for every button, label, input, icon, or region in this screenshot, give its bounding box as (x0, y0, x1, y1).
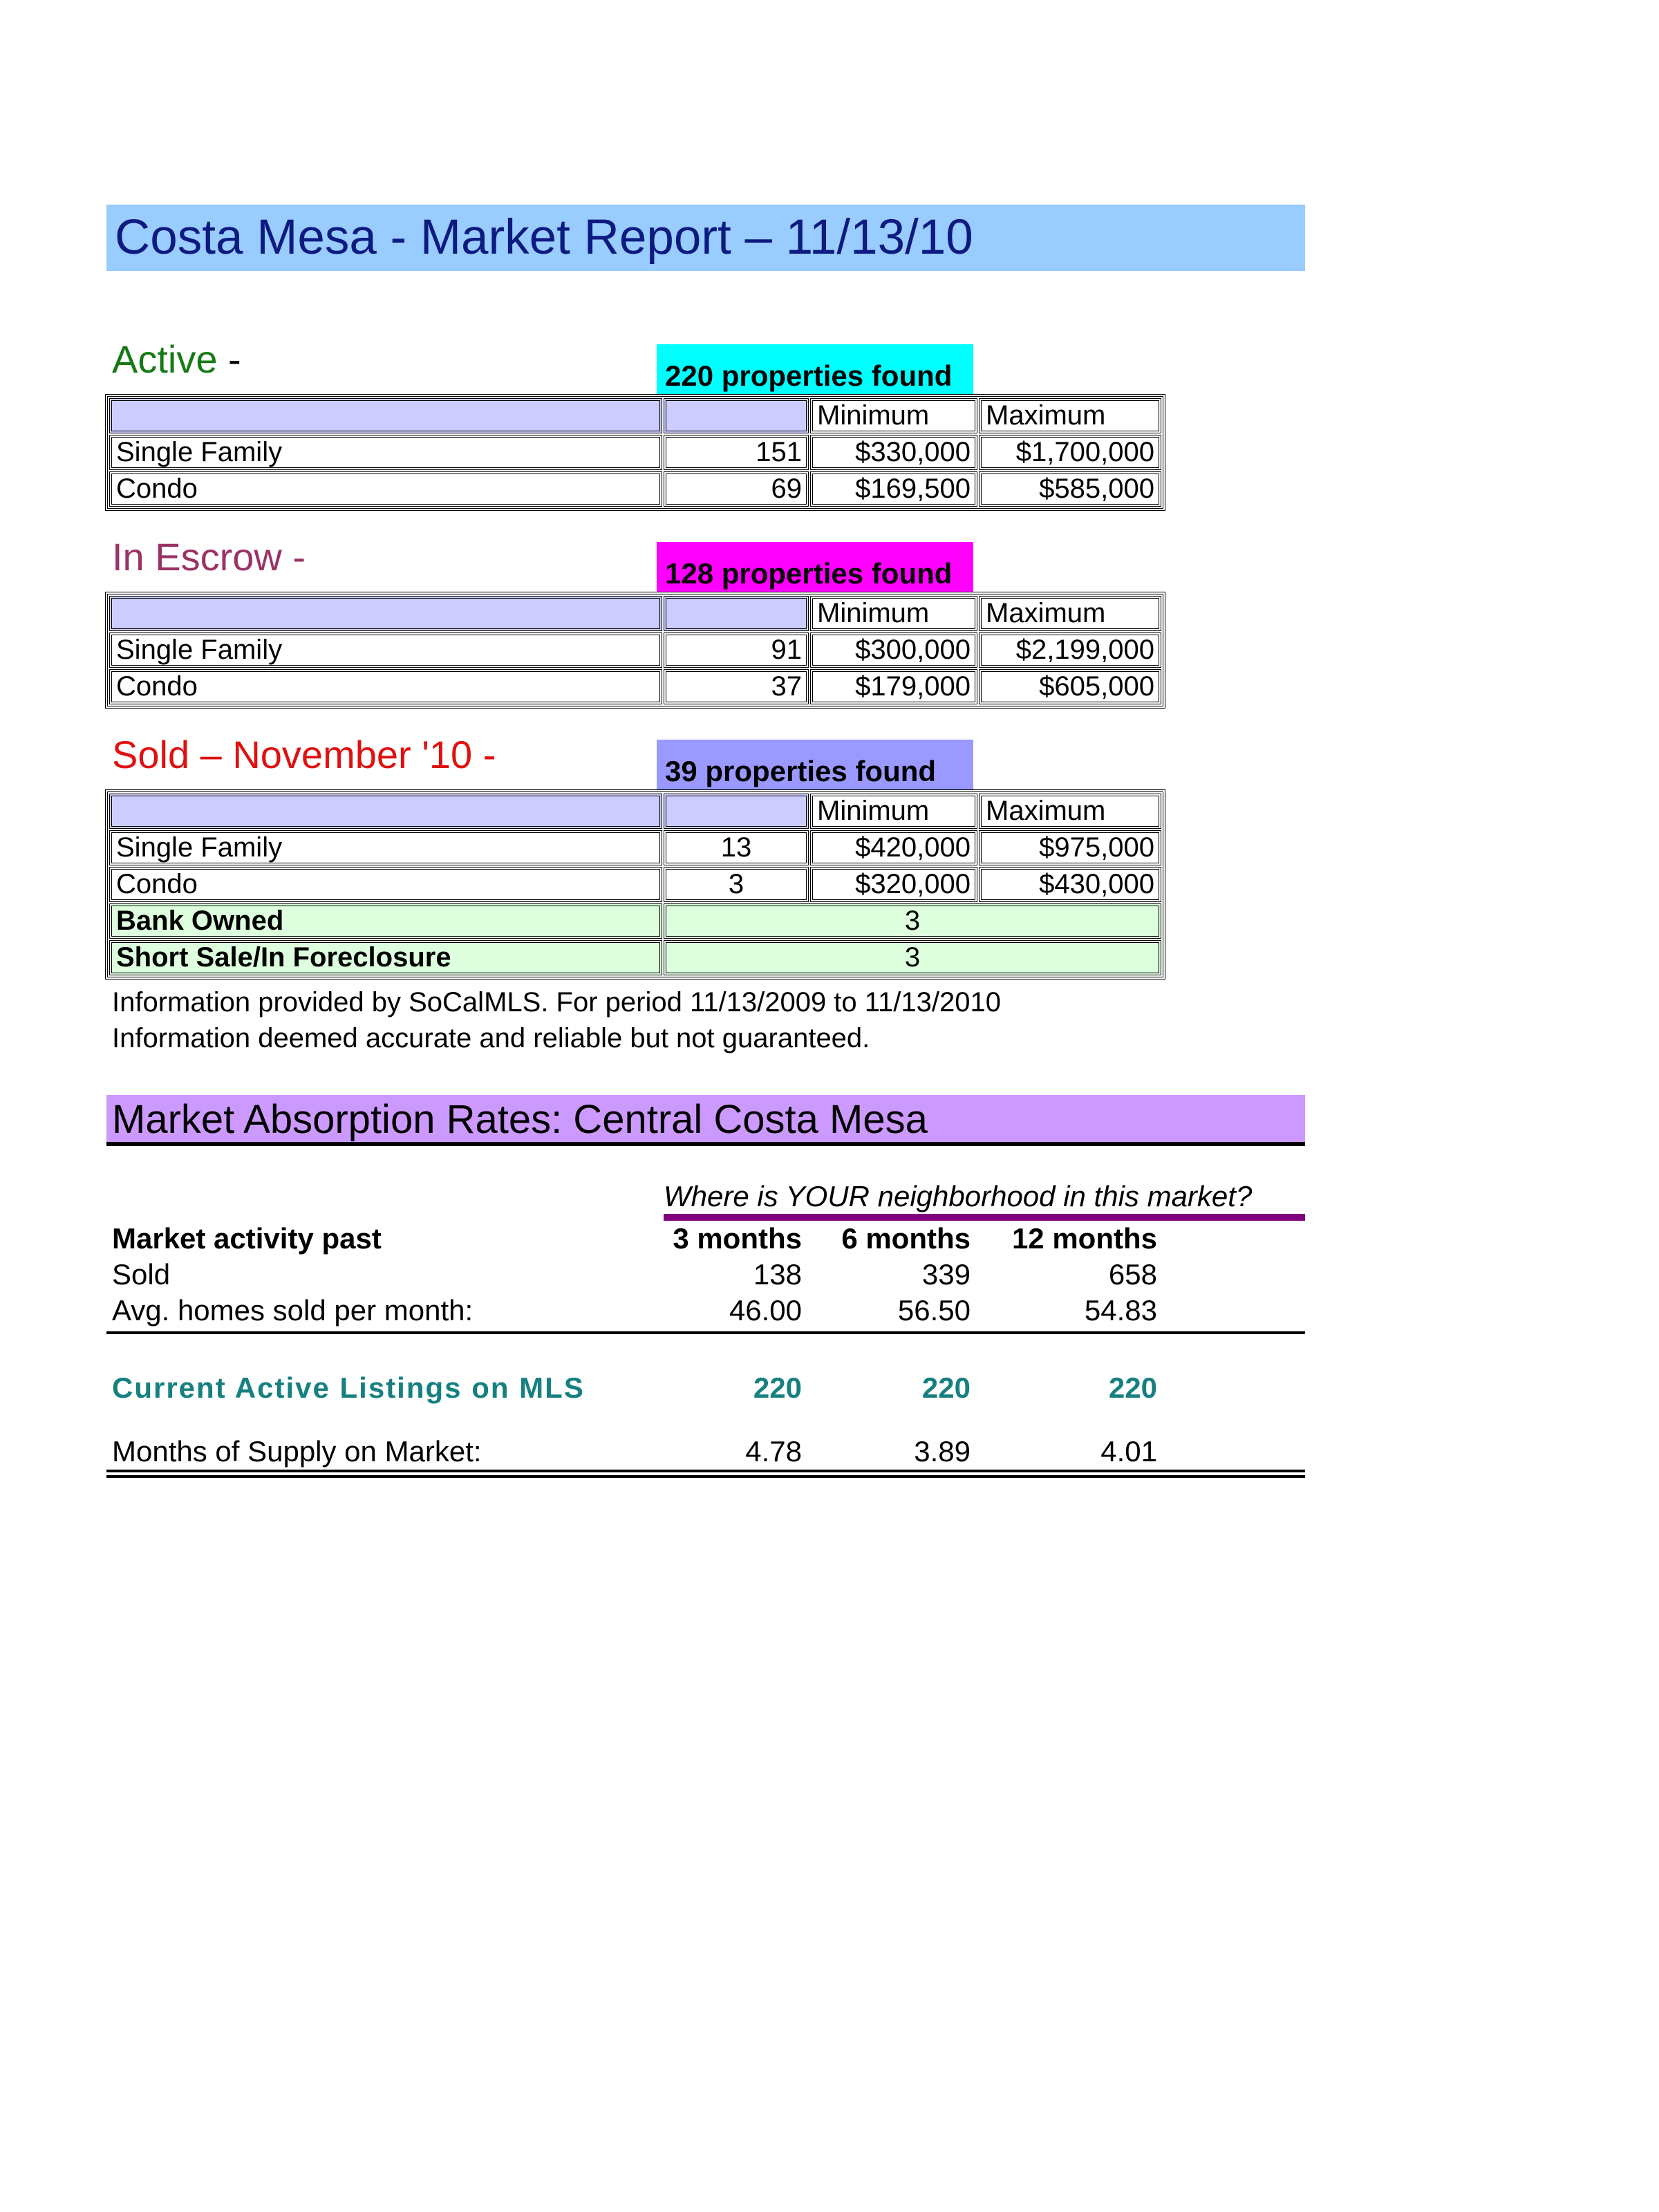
table-header-row (109, 596, 1161, 631)
header-cell (664, 398, 809, 433)
supply-6-months: 3.89 (914, 1435, 971, 1468)
header-cell (109, 596, 662, 631)
max-header: Maximum (979, 596, 1161, 631)
active-3-months: 220 (753, 1371, 802, 1404)
sold-label: Sold (112, 1258, 171, 1291)
short-sale-label: Short Sale/In Foreclosure (109, 940, 662, 975)
active-6-months: 220 (921, 1371, 971, 1404)
divider (106, 1470, 1305, 1472)
max-header: Maximum (979, 794, 1161, 829)
property-count: 37 (664, 669, 809, 704)
period-3-months: 3 months (673, 1222, 802, 1255)
avg-3-months: 46.00 (729, 1294, 802, 1327)
active-table (105, 394, 1165, 511)
min-price: $420,000 (810, 830, 977, 865)
property-type: Condo (109, 867, 662, 902)
supply-12-months: 4.01 (1100, 1435, 1157, 1468)
sold-heading: Sold – November '10 - (112, 733, 496, 776)
avg-6-months: 56.50 (897, 1294, 971, 1327)
supply-3-months: 4.78 (745, 1435, 802, 1468)
property-type: Single Family (109, 830, 662, 865)
table-row (109, 471, 1161, 507)
absorption-heading: Market Absorption Rates: Central Costa Mesa (106, 1095, 1305, 1146)
period-12-months: 12 months (1011, 1222, 1157, 1255)
min-header: Minimum (810, 596, 977, 631)
sold-found-count: 39 properties found (657, 740, 973, 789)
short-sale-value: 3 (664, 940, 1161, 975)
min-price: $179,000 (810, 669, 977, 704)
sold-12-months: 658 (1108, 1258, 1157, 1291)
max-header: Maximum (979, 398, 1161, 433)
min-price: $330,000 (810, 435, 977, 470)
bank-owned-label: Bank Owned (109, 903, 662, 939)
sold-table (105, 789, 1165, 980)
escrow-found-count: 128 properties found (657, 542, 973, 592)
sold-6-months: 339 (921, 1258, 971, 1291)
avg-12-months: 54.83 (1084, 1294, 1157, 1327)
min-header: Minimum (810, 794, 977, 829)
avg-label: Avg. homes sold per month: (112, 1294, 474, 1327)
property-type: Condo (109, 471, 662, 507)
short-sale-row (109, 940, 1161, 975)
header-cell (109, 794, 662, 829)
property-type: Single Family (109, 632, 662, 668)
max-price: $605,000 (979, 669, 1161, 704)
table-row (109, 867, 1161, 902)
active-listings-label: Current Active Listings on MLS (112, 1371, 585, 1404)
bank-owned-value: 3 (664, 903, 1161, 939)
period-6-months: 6 months (841, 1222, 971, 1255)
escrow-table (105, 592, 1165, 709)
active-heading-label: Active (112, 337, 218, 381)
max-price: $1,700,000 (979, 435, 1161, 470)
active-heading-suffix: - (217, 337, 241, 381)
active-found-count: 220 properties found (657, 344, 973, 394)
header-cell (664, 596, 809, 631)
bank-owned-row (109, 903, 1161, 939)
active-heading (112, 337, 241, 382)
page-title: Costa Mesa - Market Report – 11/13/10 (106, 205, 1305, 271)
header-cell (109, 398, 662, 433)
table-row (109, 830, 1161, 865)
property-count: 13 (664, 830, 809, 865)
max-price: $975,000 (979, 830, 1161, 865)
table-row (109, 435, 1161, 470)
header-cell (664, 794, 809, 829)
activity-label: Market activity past (112, 1222, 382, 1255)
table-header-row (109, 794, 1161, 829)
min-price: $300,000 (810, 632, 977, 668)
min-header: Minimum (810, 398, 977, 433)
property-count: 69 (664, 471, 809, 507)
property-type: Condo (109, 669, 662, 704)
escrow-heading: In Escrow - (112, 535, 306, 579)
disclaimer-line-1: Information provided by SoCalMLS. For period 11/13/2009 to 11/13/2010 (112, 987, 1001, 1018)
property-count: 151 (664, 435, 809, 470)
max-price: $585,000 (979, 471, 1161, 507)
property-type: Single Family (109, 435, 662, 470)
property-count: 91 (664, 632, 809, 668)
table-header-row (109, 398, 1161, 433)
divider (106, 1331, 1305, 1334)
sold-3-months: 138 (753, 1258, 802, 1291)
neighborhood-question: Where is YOUR neighborhood in this market? (664, 1179, 1305, 1221)
table-row (109, 632, 1161, 668)
active-12-months: 220 (1108, 1371, 1157, 1404)
supply-label: Months of Supply on Market: (112, 1435, 482, 1468)
max-price: $2,199,000 (979, 632, 1161, 668)
max-price: $430,000 (979, 867, 1161, 902)
min-price: $320,000 (810, 867, 977, 902)
min-price: $169,500 (810, 471, 977, 507)
property-count: 3 (664, 867, 809, 902)
table-row (109, 669, 1161, 704)
disclaimer-line-2: Information deemed accurate and reliable but not guaranteed. (112, 1023, 870, 1053)
divider (106, 1475, 1305, 1478)
